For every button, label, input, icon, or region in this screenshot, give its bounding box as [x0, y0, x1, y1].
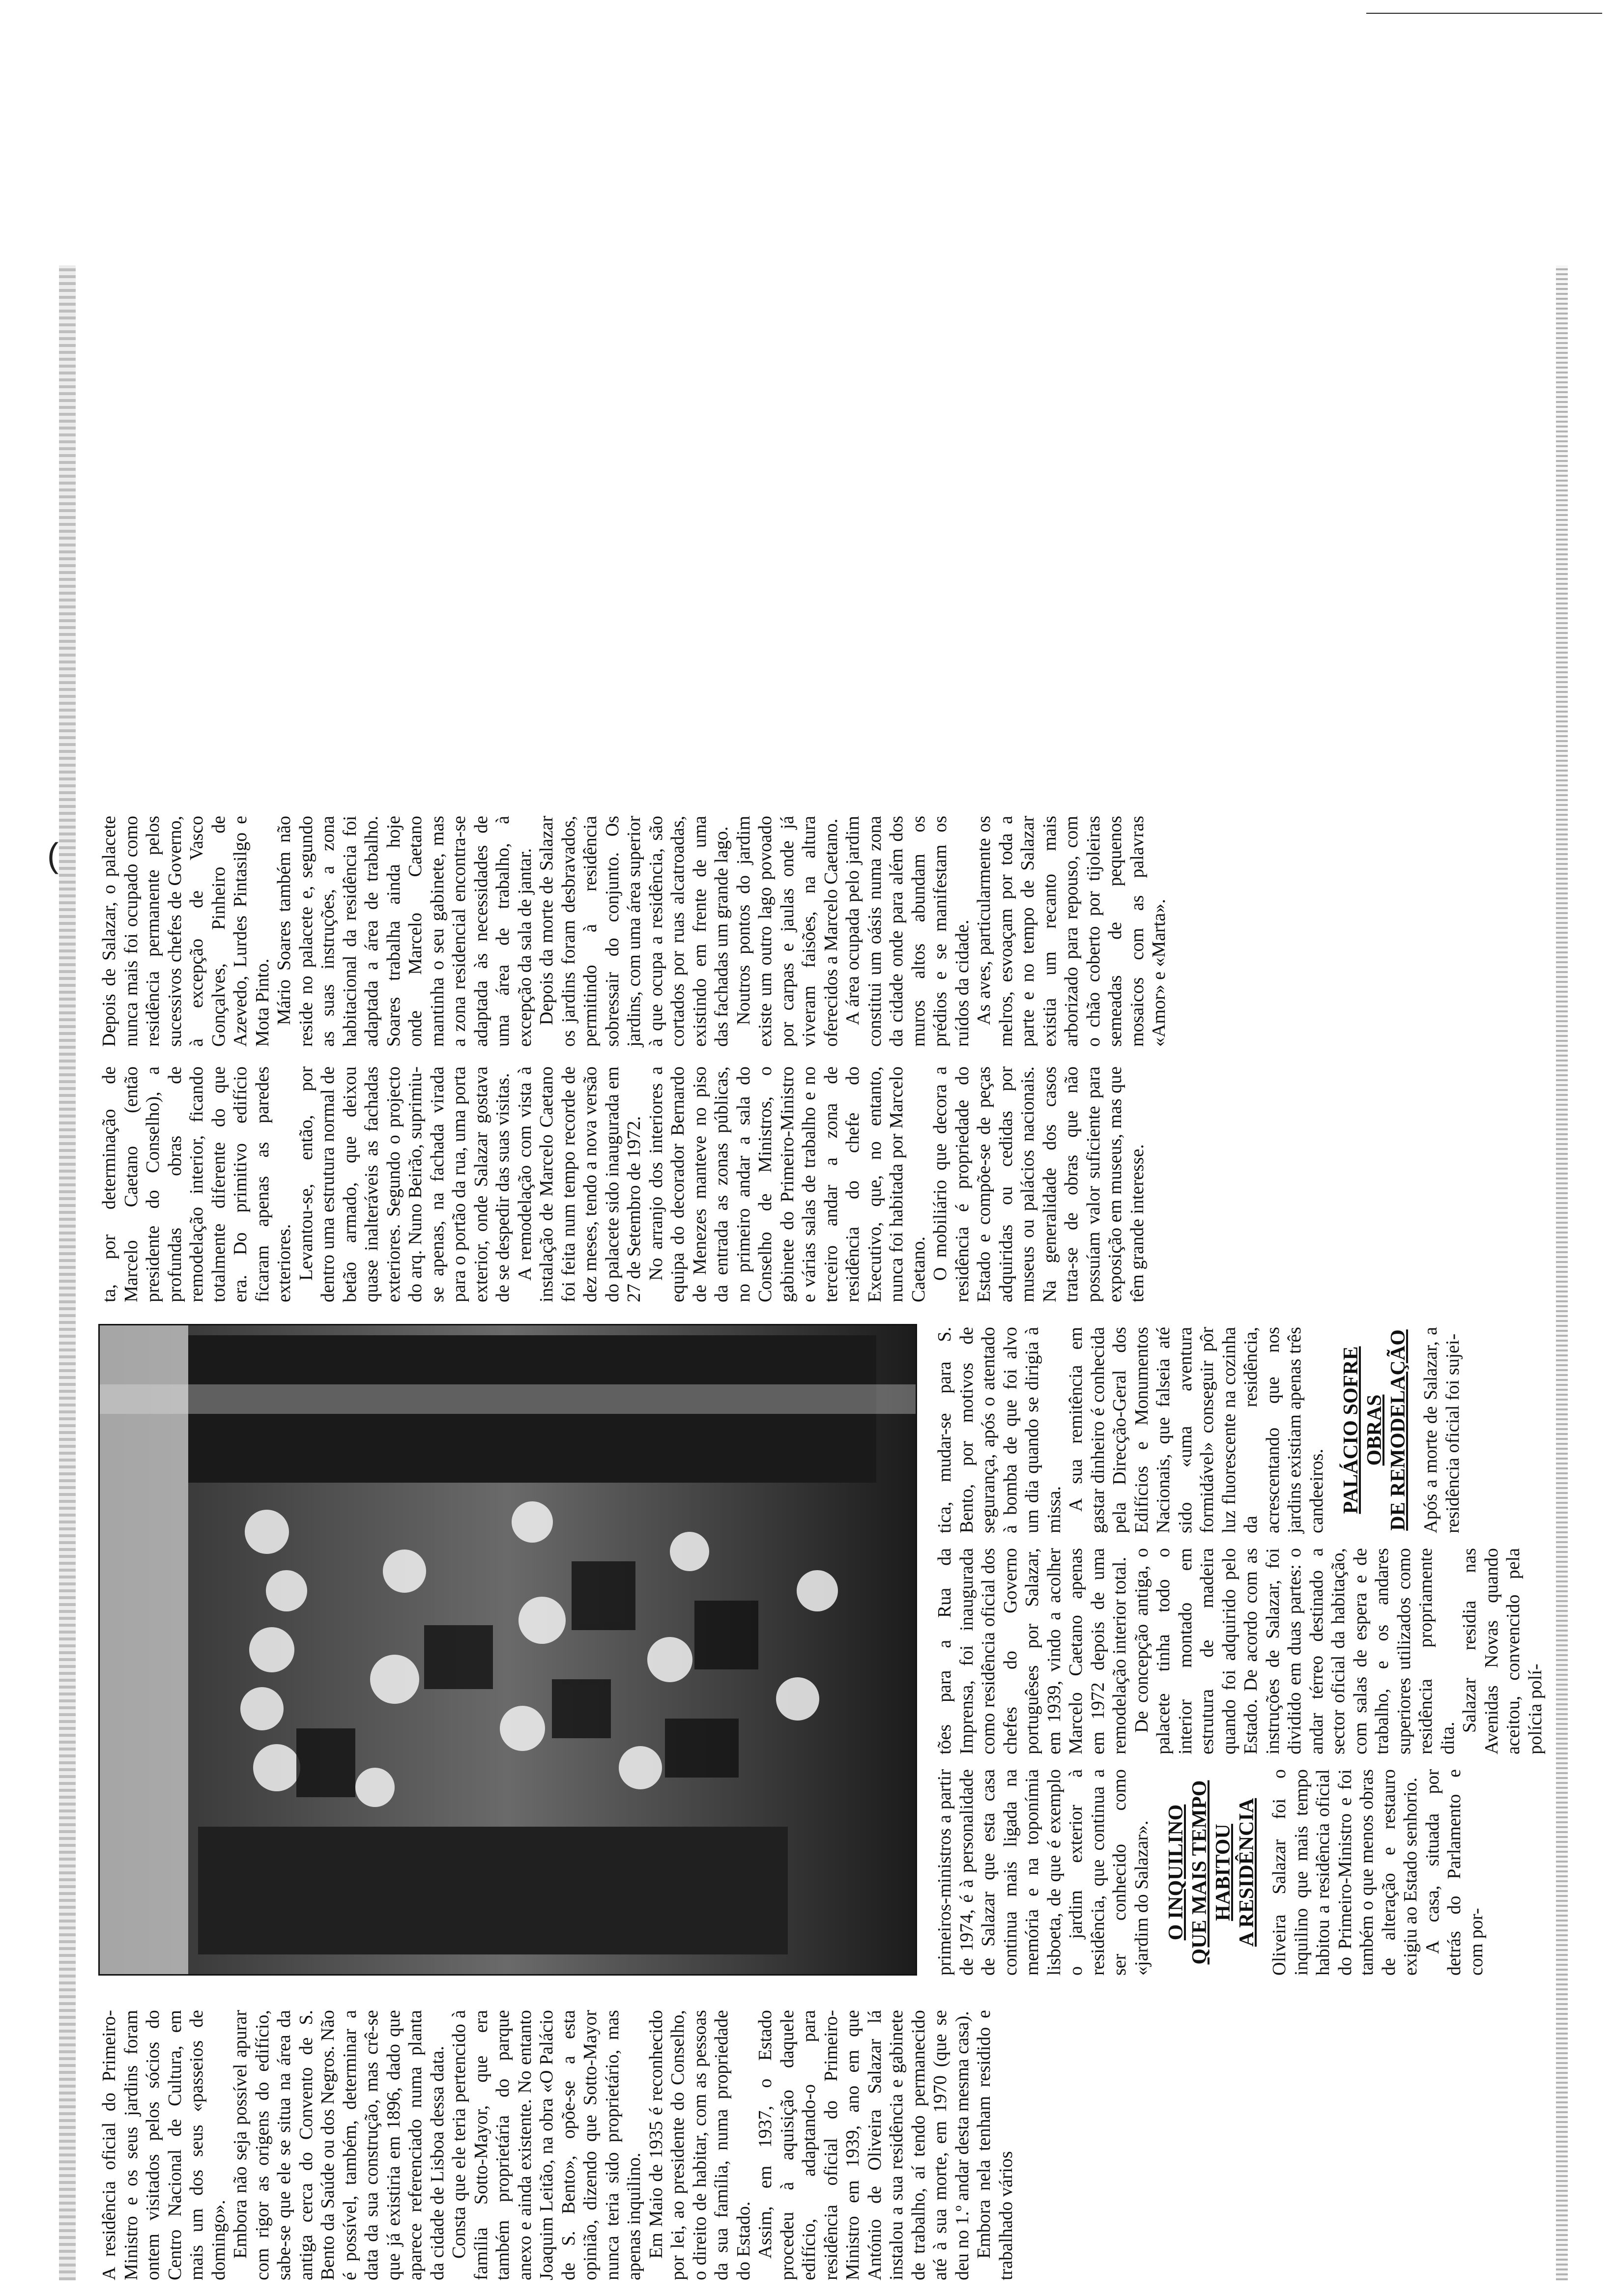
- paragraph: tica, mudar-se para S. Bento, por motivos de segurança, após o atentado à bomba de que foi alvo um dia quando se dirigia à missa.: [934, 1327, 1065, 1533]
- group-photo: [98, 1324, 917, 1976]
- paragraph: Em Maio de 1935 é reconhecido por lei, ao presidente do Conselho, o direito de habitar, com as pessoas da sua família, numa propriedade do Estado.: [645, 2010, 754, 2280]
- paragraph: A residência oficial do Primeiro-Ministro e os seus jardins foram ontem visitados pelos sócios do Centro Nacional de Cultura, em mais um dos seus «passeios de domingo».: [99, 2010, 229, 2280]
- photo-image: [100, 1325, 916, 1974]
- paragraph: De concepção antiga, o palacete tinha todo o interior montado em estrutura de madeira quando foi adquirido pelo Estado. De acordo com as instruções de Salazar, foi dividido em duas partes: o andar térreo destinado a sector oficial da habitação, com salas de espera e de trabalho, e os andares superiores utilizados como residência propriamente dita.: [1131, 1548, 1458, 1754]
- column-5: [98, 1066, 1148, 1302]
- scan-top-rule: [1366, 13, 1602, 14]
- paragraph: Mário Soares também não reside no palacete e, segundo as suas instruções, a zona habitacional da residência foi adaptada a área de trabalho. Soares trabalha ainda hoje onde Marcelo Caetano mantinha o seu gabinete, mas a zona residencial encontra-se adaptada às necessidades de uma área de trabalho, à excepção da sala de jantar.: [274, 816, 535, 1047]
- heading-line: A RESIDÊNCIA: [1236, 1798, 1258, 1947]
- column-2: [934, 1769, 1487, 1976]
- section-heading: [1339, 1327, 1410, 1533]
- paragraph: Após a morte de Salazar, a residência oficial foi sujei-: [1420, 1327, 1463, 1533]
- paragraph: As aves, particularmente os melros, esvoaçam por toda a parte e no tempo de Salazar existia um recanto mais arborizado para repouso, com o chão coberto por tijoleiras semeadas de pequenos mosaicos com as palavras «Amor» e «Marta».: [974, 816, 1169, 1047]
- heading-line: PALÁCIO SOFRE: [1340, 1346, 1362, 1514]
- paragraph: Depois da morte de Salazar os jardins foram desbravados, permitindo à residência sobressair do conjunto. Os jardins, com uma área superior à que ocupa a residência, são cortados por ruas alcatroadas, existindo em frente de uma das fachadas um grande lago.: [536, 816, 732, 1047]
- newspaper-page: [98, 265, 1546, 2280]
- column-6: [98, 816, 1170, 1047]
- paragraph: Levantou-se, então, por dentro uma estrutura normal de betão armado, que deixou quase inalteráveis as fachadas exteriores. Segundo o projecto do arq. Nuno Beirão, suprimiu-se apenas, na fachada virada para o portão da rua, uma porta exterior, onde Salazar gostava de se despedir das suas visitas.: [295, 1066, 513, 1302]
- page-edge-top: [59, 265, 76, 2280]
- paragraph: No arranjo dos interiores a equipa do decorador Bernardo de Menezes manteve no piso da entrada as zonas públicas, no primeiro andar a sala do Conselho de Ministros, o gabinete do Primeiro-Ministro e várias salas de trabalho e no terceiro andar a zona de residência do chefe do Executivo, que, no entanto, nunca foi habitada por Marcelo Caetano.: [645, 1066, 929, 1302]
- heading-line: O INQUILINO: [1165, 1804, 1187, 1941]
- heading-line: HABITOU: [1212, 1824, 1235, 1921]
- column-1: [98, 2010, 1017, 2280]
- page-edge-bottom: [1556, 265, 1568, 2280]
- heading-line: OBRAS: [1363, 1394, 1386, 1466]
- heading-line: DE REMODELAÇÃO: [1387, 1329, 1410, 1531]
- paragraph: Consta que ele teria pertencido à família Sotto-Mayor, que era também proprietária do parque anexo e ainda existente. No entanto Joaquim Leitão, na obra «O Palácio de S. Bento», opõe-se a esta opinião, dizendo que Sotto-Mayor nunca teria sido proprietário, mas apenas inquilino.: [449, 2010, 644, 2280]
- paragraph: ta, por determinação de Marcelo Caetano (então presidente do Conselho), a profundas obras de remodelação interior, ficando totalmente diferente do que era. Do primitivo edifício ficaram apenas as paredes exteriores.: [99, 1066, 294, 1302]
- paragraph: primeiros-ministros a partir de 1974, é à personalidade de Salazar que esta casa continua mais ligada na memória e na toponímia lisboeta, de que é exemplo o jardim exterior à residência, que continua a ser conhecido como «jardim do Salazar».: [934, 1769, 1152, 1976]
- paragraph: Embora nela tenham residido e trabalhado vários: [974, 2010, 1016, 2280]
- scan-mark: (: [47, 836, 59, 874]
- paragraph: Noutros pontos do jardim existe um outro lago povoado por carpas e jaulas onde já viveram faisões, na altura oferecidos a Marcelo Caetano.: [733, 816, 841, 1047]
- paragraph: O mobiliário que decora a residência é propriedade do Estado e compõe-se de peças adquiridas ou cedidas por museus ou palácios nacionais. Na generalidade dos casos trata-se de obras que não possuíam valor suficiente para exposição em museus, mas que têm grande interesse.: [930, 1066, 1148, 1302]
- column-3: [934, 1548, 1546, 1754]
- paragraph: Salazar residia nas Avenidas Novas quando aceitou, convencido pela polícia polí-: [1459, 1548, 1546, 1754]
- heading-line: QUE MAIS TEMPO: [1188, 1780, 1211, 1965]
- paragraph: A sua remitência em gastar dinheiro é conhecida pela Direcção-Geral dos Edifícios e Monumentos Nacionais, que falseia até sido «uma aventura formidável» conseguir pôr luz fluorescente na cozinha da residência, acrescentando que nos jardins existiam apenas três candeeiros.: [1065, 1327, 1327, 1533]
- paragraph: Depois de Salazar, o palacete nunca mais foi ocupado como residência permanente pelos sucessivos chefes de Governo, à excepção de Vasco Gonçalves, Pinheiro de Azevedo, Lurdes Pintasilgo e Mota Pinto.: [99, 816, 273, 1047]
- paragraph: Assim, em 1937, o Estado procedeu à aquisição daquele edifício, adaptando-o para residência oficial do Primeiro-Ministro em 1939, ano em que António de Oliveira Salazar lá instalou a sua residência e gabinete de trabalho, aí tendo permanecido até à sua morte, em 1970 (que se deu no 1.º andar desta mesma casa).: [755, 2010, 973, 2280]
- column-4: [934, 1327, 1464, 1533]
- paragraph: A casa, situada por detrás do Parlamento e com por-: [1422, 1769, 1487, 1976]
- section-heading: [1164, 1769, 1259, 1976]
- paragraph: tões para a Rua da Imprensa, foi inaugurada como residência oficial dos chefes do Governo portuguêses por Salazar, em 1939, vindo a acolher Marcelo Caetano apenas em 1972 depois de uma remodelação interior total.: [934, 1548, 1130, 1754]
- paragraph: A área ocupada pelo jardim constitui um oásis numa zona da cidade onde para além dos muros altos abundam os prédios e se manifestam os ruídos da cidade.: [842, 816, 973, 1047]
- paragraph: Oliveira Salazar foi o inquilino que mais tempo habitou a residência oficial do Primeiro-Ministro e foi também o que menos obras de alteração e restauro exigiu ao Estado senhorio.: [1269, 1769, 1421, 1976]
- paragraph: A remodelação com vista à instalação de Marcelo Caetano foi feita num tempo recorde de dez meses, tendo a nova versão do palacete sido inaugurada em 27 de Setembro de 1972.: [514, 1066, 644, 1302]
- paragraph: Embora não seja possível apurar com rigor as origens do edifício, sabe-se que ele se situa na área da antiga cerca do Convento de S. Bento da Saúde ou dos Negros. Não é possível, também, determinar a data da sua construção, mas crê-se que já existiria em 1896, dado que aparece referenciado numa planta da cidade de Lisboa dessa data.: [230, 2010, 448, 2280]
